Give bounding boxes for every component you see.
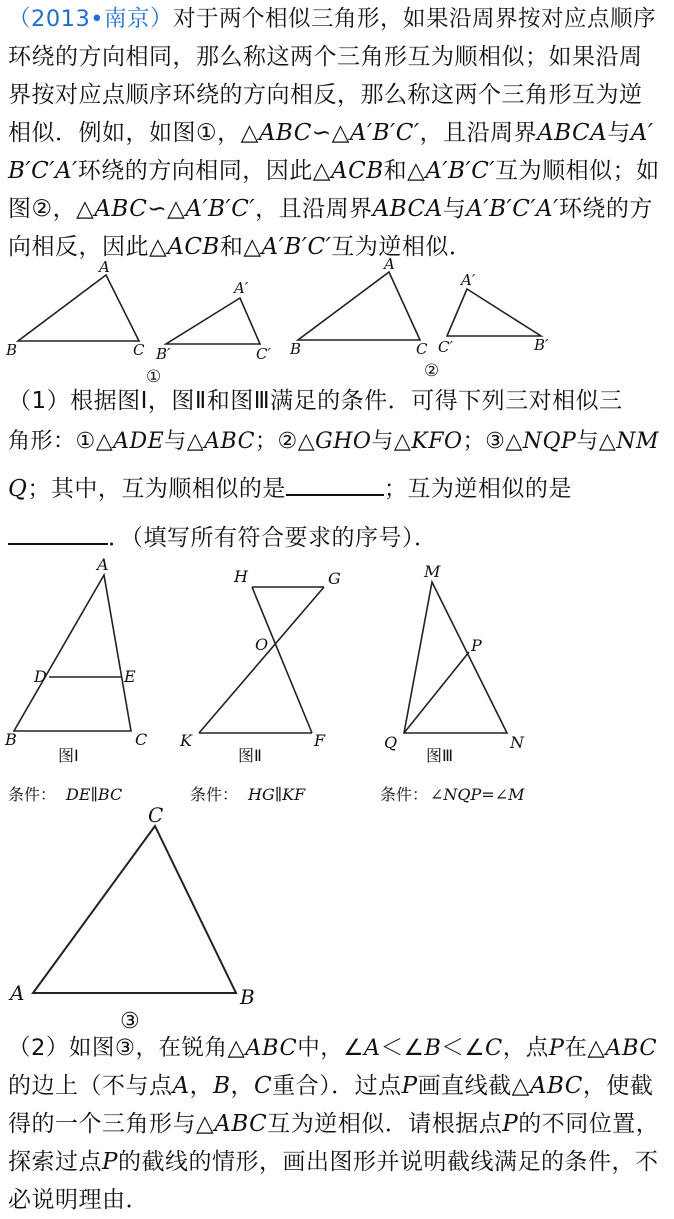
math: C [485, 1035, 503, 1061]
condition-label-3: 条件： [380, 785, 429, 804]
part1-line [8, 382, 666, 420]
text: 与 [607, 120, 631, 146]
point-d: D [34, 667, 47, 686]
text: （2）如图③，在锐角△ [8, 1035, 246, 1061]
math: ABC [245, 1035, 298, 1061]
math: A [363, 1035, 381, 1061]
point-c: C [148, 803, 164, 827]
figure-caption-1: 图Ⅰ [58, 746, 79, 765]
math: ABCA [372, 196, 443, 222]
source-tag: （2013•南京） [8, 6, 174, 32]
label-c: C [416, 340, 428, 358]
label-c: C [133, 341, 145, 359]
math: ABCA [537, 120, 608, 146]
math: A [172, 1073, 190, 1099]
math: B [424, 1035, 442, 1061]
math: NQP [522, 429, 577, 454]
math: P [548, 1035, 565, 1061]
text: 与△ [164, 429, 205, 454]
text: 的边上（不与点 [8, 1073, 173, 1099]
text: 互为逆相似． [331, 234, 473, 260]
text: 相似．例如，如图①，△ [8, 120, 259, 146]
triangle-a2b2c2 [447, 289, 541, 336]
part2-line [8, 1105, 666, 1143]
point-m: M [424, 562, 441, 581]
figure-caption-2: 图Ⅱ [238, 746, 262, 765]
math: ABC [94, 196, 148, 222]
text: 与△ [576, 429, 617, 454]
text: 向相反，因此△ [8, 234, 168, 260]
point-g: G [328, 569, 341, 588]
part-2 [8, 1029, 666, 1219]
triangle-abc [18, 275, 139, 341]
text: 和△ [383, 158, 426, 184]
math: C [254, 1073, 273, 1099]
text: 重合）．过点 [272, 1073, 402, 1099]
text: 环绕的方向相同，因此△ [77, 158, 331, 184]
point-k: K [180, 731, 192, 750]
math: ABC [214, 1111, 268, 1137]
condition-figure-2 [199, 587, 324, 733]
label-b: B [290, 340, 302, 358]
math: A′B′C′ [261, 234, 332, 260]
figure-number-1: ① [146, 367, 162, 387]
text: 对于两个相似三角形，如果沿周界按对应点顺序 [173, 6, 657, 32]
figure-3-labels [8, 803, 255, 1034]
conditions-row [8, 785, 525, 804]
text: 和△ [219, 234, 262, 260]
label-b-prime: B′ [156, 345, 171, 363]
label-a: A [384, 255, 395, 273]
label-a-prime: A′ [461, 271, 476, 289]
point-p: P [471, 636, 482, 655]
point-q: Q [384, 733, 398, 752]
math: ABC [258, 120, 312, 146]
text: 互为逆相似．请根据点 [267, 1111, 503, 1137]
math: A′B′C′A′ [466, 196, 559, 222]
label-a: A [99, 258, 110, 276]
text: 环绕的方 [558, 196, 653, 222]
condition-figure-3-labels [384, 562, 525, 765]
text: ．（填写所有符合要求的序号）． [108, 525, 438, 551]
part-1 [8, 382, 666, 562]
label-c-prime: C′ [256, 345, 271, 363]
text: ， [230, 1073, 255, 1099]
condition-label-2: 条件： [190, 785, 239, 804]
text: ，且沿周界 [255, 196, 373, 222]
point-n: N [510, 733, 524, 752]
figure-number-2: ② [424, 361, 440, 381]
text: ＜∠ [380, 1035, 425, 1061]
label-c-prime: C′ [438, 338, 453, 356]
condition-label-1: 条件： [8, 785, 57, 804]
point-c: C [135, 730, 148, 749]
point-o: O [255, 635, 269, 654]
text: 画直线截△ [417, 1073, 530, 1099]
triangle-abc [14, 575, 131, 731]
label-b: B [6, 341, 18, 359]
math: A′B′C′ [425, 158, 496, 184]
math: ABC [204, 429, 255, 454]
text: ；其中，互为顺相似的是 [27, 476, 286, 502]
condition-figure-3 [404, 582, 507, 733]
math: A′ [630, 120, 654, 146]
math: B′C′A′ [8, 158, 78, 184]
segment-qp [404, 652, 469, 733]
point-a: A [97, 555, 109, 574]
text: ∽△ [311, 120, 350, 146]
text: 界按对应点顺序环绕的方向相反，那么称这两个三角形互为逆 [8, 82, 643, 108]
condition-1: DE∥BC [66, 785, 123, 804]
triangle-a2b2c2 [166, 298, 260, 344]
math: A′B′C′ [185, 196, 256, 222]
math: B [213, 1073, 231, 1099]
triangle-abc [298, 272, 420, 340]
figure-caption-3: 图Ⅲ [426, 746, 454, 765]
math: ABC [605, 1035, 658, 1061]
text: 探索过点 [8, 1149, 102, 1175]
text: 的截线的情形，画出图形并说明截线满足的条件，不 [117, 1149, 659, 1175]
text: ， [189, 1073, 214, 1099]
condition-3: ∠NQP=∠M [430, 785, 525, 804]
math: ACB [330, 158, 384, 184]
label-b-prime: B′ [534, 336, 549, 354]
math: KFO [411, 429, 463, 454]
figure-3 [33, 826, 236, 993]
math: ACB [167, 234, 220, 260]
text: 与 [442, 196, 467, 222]
triangle-mqn [404, 582, 507, 733]
part1-line [8, 420, 666, 464]
part2-line [8, 1067, 666, 1105]
part2-line [8, 1029, 666, 1067]
text: 在△ [564, 1035, 606, 1061]
part1-line [8, 514, 666, 562]
example-figure-1 [18, 275, 260, 344]
part1-line [8, 464, 666, 514]
text: ；互为逆相似的是 [383, 476, 572, 502]
text: ∽△ [147, 196, 186, 222]
math: P [502, 1111, 519, 1137]
math: P [401, 1073, 418, 1099]
point-a: A [10, 981, 25, 1005]
math: ABC [529, 1073, 583, 1099]
point-f: F [314, 731, 326, 750]
math: Q [8, 476, 28, 502]
math: GHO [315, 429, 372, 454]
point-h: H [234, 567, 248, 586]
text: （1）根据图Ⅰ，图Ⅱ和图Ⅲ满足的条件．可得下列三对相似三 [8, 388, 623, 414]
text: ，点 [502, 1035, 549, 1061]
math: P [102, 1149, 118, 1175]
text: ，使截 [582, 1073, 654, 1099]
answer-blank-reverse[interactable] [8, 521, 108, 545]
figure-number-3: ③ [120, 1009, 140, 1034]
text: ；②△ [254, 429, 316, 454]
text: ，且沿周界 [419, 120, 538, 146]
math: A′B′C′ [349, 120, 420, 146]
text: 互为顺相似；如 [495, 158, 660, 184]
text: ；③△ [462, 429, 523, 454]
example-figure-2 [298, 272, 541, 340]
point-b: B [240, 985, 255, 1009]
text: 环绕的方向相同，那么称这两个三角形互为顺相似；如果沿周 [8, 44, 643, 70]
text: 的不同位置， [518, 1111, 660, 1137]
label-a-prime: A′ [234, 279, 249, 297]
text: 必说明理由． [8, 1187, 149, 1213]
text: 得的一个三角形与△ [8, 1111, 215, 1137]
point-b: B [5, 730, 17, 749]
text: ＜∠ [441, 1035, 486, 1061]
example-figure-1-labels [5, 258, 271, 387]
condition-2: HG∥KF [248, 785, 306, 804]
part2-line [8, 1181, 666, 1219]
text: 角形：①△ [8, 429, 114, 454]
answer-blank-direct[interactable] [286, 472, 384, 496]
condition-figure-1 [14, 575, 131, 731]
math: NM [616, 429, 660, 454]
triangle-abc-large [33, 826, 236, 993]
text: 中，∠ [297, 1035, 364, 1061]
condition-figure-1-labels [4, 555, 147, 765]
text: 图②，△ [8, 196, 95, 222]
text: 与△ [371, 429, 412, 454]
point-e: E [124, 667, 136, 686]
part2-line [8, 1143, 666, 1181]
math: ADE [113, 429, 165, 454]
